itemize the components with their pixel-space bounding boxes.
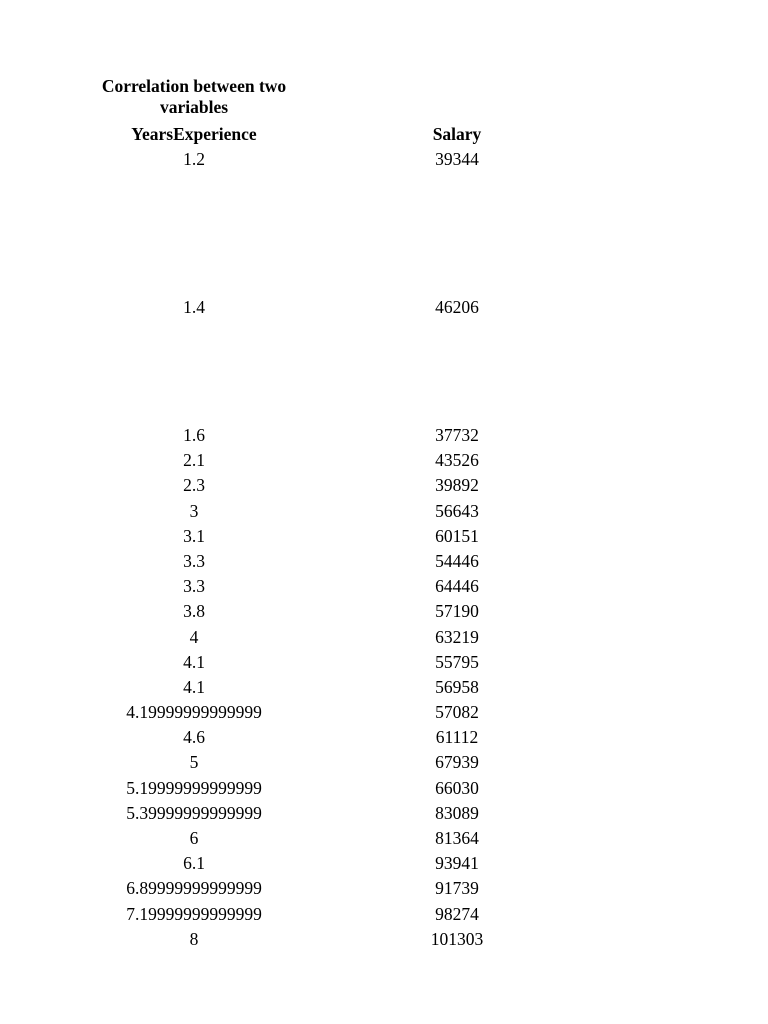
table-row: [0, 625, 768, 650]
years-experience-cell: 2.3: [183, 475, 205, 496]
years-experience-cell: 3.3: [183, 576, 205, 597]
years-experience-cell: 3.1: [183, 525, 205, 546]
column-header-years-experience: YearsExperience: [131, 124, 257, 144]
salary-cell: 57082: [435, 702, 479, 723]
table-row: [0, 801, 768, 826]
years-experience-cell: 5.39999999999999: [126, 802, 262, 823]
salary-cell: 64446: [435, 576, 479, 597]
table-row: [0, 599, 768, 624]
column-header-salary: Salary: [432, 124, 482, 144]
salary-cell: 56958: [435, 676, 479, 697]
salary-cell: 93941: [435, 853, 479, 874]
years-experience-cell: 3: [189, 500, 199, 521]
table-row: [0, 700, 768, 725]
years-experience-cell: 1.2: [183, 149, 205, 169]
salary-cell: 39344: [435, 149, 479, 169]
salary-cell: 46206: [435, 297, 479, 317]
years-experience-cell: 6.89999999999999: [126, 878, 262, 899]
salary-cell: 83089: [435, 802, 479, 823]
years-experience-cell: 3.3: [183, 550, 205, 571]
table-row: [0, 574, 768, 599]
salary-cell: 63219: [435, 626, 479, 647]
table-row: [0, 725, 768, 750]
salary-cell: 43526: [435, 450, 479, 471]
years-experience-cell: 5.19999999999999: [126, 777, 262, 798]
table-row: [0, 851, 768, 876]
years-experience-cell: 6.1: [183, 853, 205, 874]
salary-cell: 56643: [435, 500, 479, 521]
table-row: [0, 902, 768, 927]
table-row: [0, 750, 768, 775]
years-experience-cell: 1.6: [183, 425, 205, 445]
salary-cell: 57190: [435, 601, 479, 622]
table-row: [0, 675, 768, 700]
salary-cell: 98274: [435, 903, 479, 924]
table-row: [0, 776, 768, 801]
table-row: [0, 295, 768, 423]
years-experience-cell: 7.19999999999999: [126, 903, 262, 924]
salary-cell: 61112: [435, 727, 479, 748]
years-experience-cell: 3.8: [183, 601, 205, 622]
salary-cell: 101303: [430, 928, 484, 949]
salary-cell: 55795: [435, 651, 479, 672]
years-experience-cell: 6: [189, 828, 199, 848]
table-row: [0, 473, 768, 498]
years-experience-cell: 8: [189, 928, 199, 949]
table-row: [0, 927, 768, 952]
years-experience-cell: 1.4: [183, 297, 205, 317]
page-title: Correlation between two variables: [101, 76, 287, 117]
table-row: [0, 876, 768, 901]
years-experience-cell: 4.19999999999999: [126, 702, 262, 723]
years-experience-cell: 4.1: [183, 651, 205, 672]
data-table: [0, 147, 768, 952]
table-row: [0, 826, 768, 851]
salary-cell: 67939: [435, 752, 479, 773]
salary-cell: 81364: [435, 828, 479, 848]
salary-cell: 37732: [435, 425, 479, 445]
years-experience-cell: 5: [189, 752, 199, 773]
salary-cell: 39892: [435, 475, 479, 496]
years-experience-cell: 4.6: [183, 727, 205, 748]
table-row: [0, 147, 768, 295]
table-row: [0, 423, 768, 448]
years-experience-cell: 4: [189, 626, 199, 647]
years-experience-cell: 4.1: [183, 676, 205, 697]
salary-cell: 60151: [435, 525, 479, 546]
table-row: [0, 448, 768, 473]
table-row: [0, 549, 768, 574]
salary-cell: 91739: [435, 878, 479, 899]
years-experience-cell: 2.1: [183, 450, 205, 471]
table-row: [0, 524, 768, 549]
salary-cell: 66030: [435, 777, 479, 798]
table-row: [0, 499, 768, 524]
table-row: [0, 650, 768, 675]
salary-cell: 54446: [435, 550, 479, 571]
